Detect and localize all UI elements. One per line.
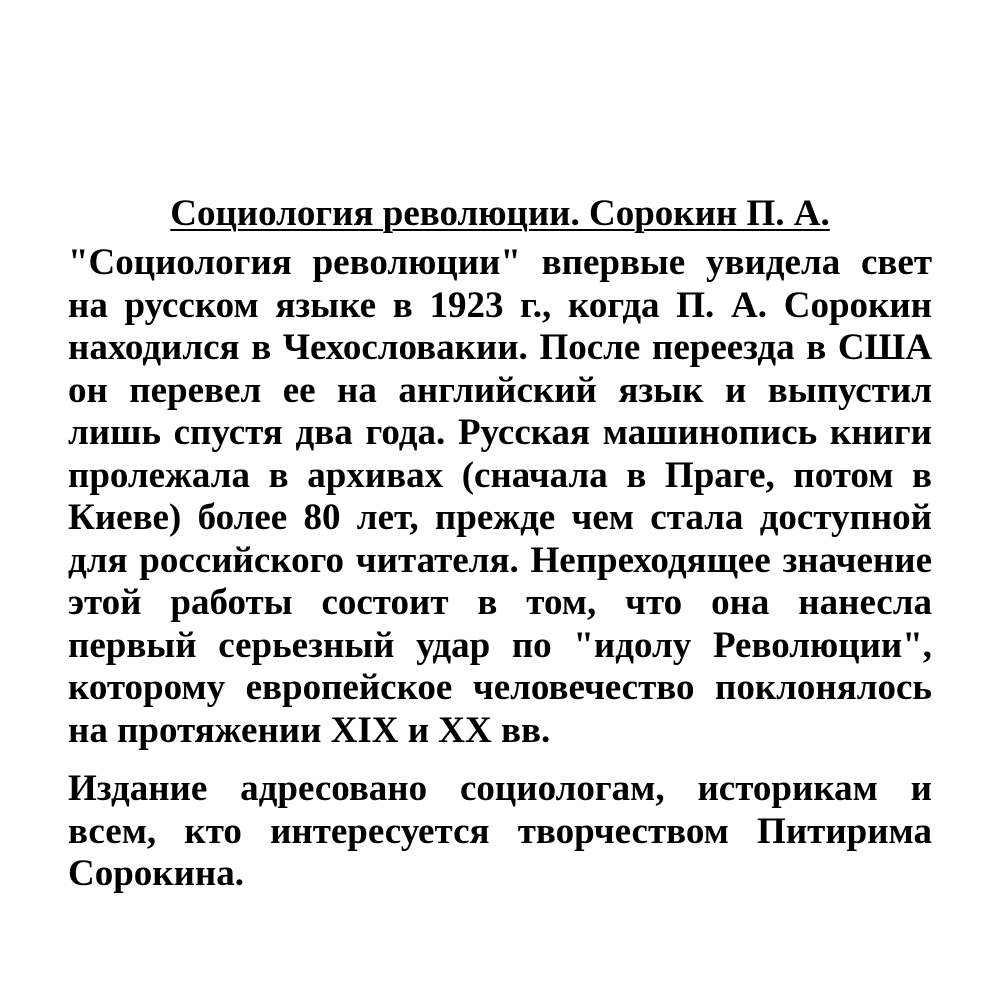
document-body	[68, 190, 932, 896]
audience-paragraph: Издание адресовано социологам, историкам и всем, кто интересуется творчеством Питирима Сорокина.	[68, 768, 932, 894]
document-title: Социология революции. Сорокин П. А.	[170, 193, 830, 234]
description-paragraph: "Социология революции" впервые увидела свет на русском языке в 1923 г., когда П. А. Сорокин находился в Чехословакии. После переезда в США он перевел ее на английский язык и выпустил лишь спустя два года. Русская машинопись книги пролежала в архивах (сначала в Праге, потом в Киеве) более 80 лет, прежде чем стала доступной для российского читателя. Непреходящее значение этой работы состоит в том, что она нанесла первый серьезный удар по "идолу Революции", которому европейское человечество поклонялось на протяжении XIX и XX вв.	[68, 242, 932, 751]
